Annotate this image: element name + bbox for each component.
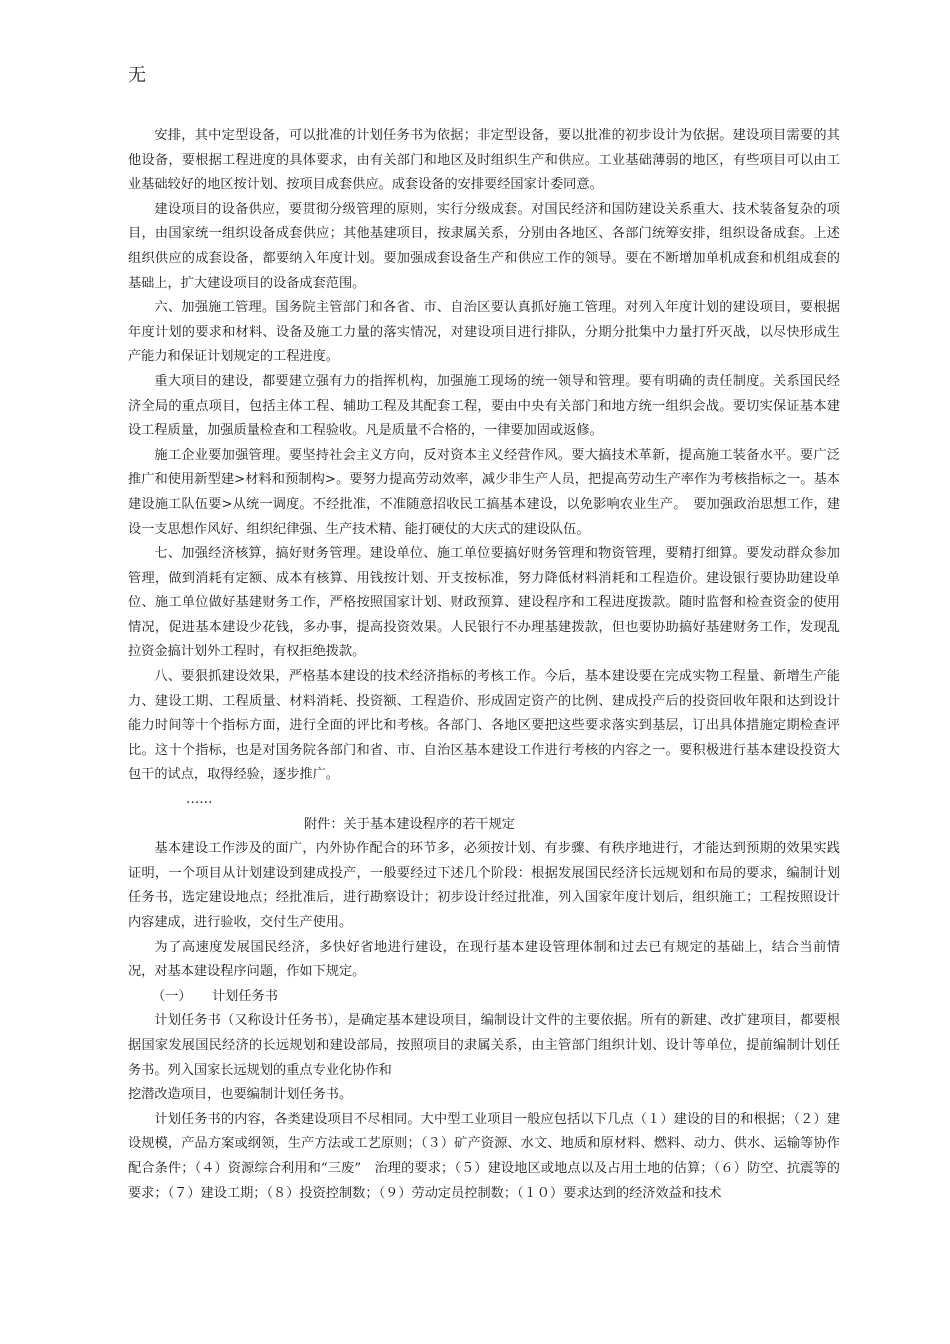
attachment-title: 附件：关于基本建设程序的若干规定 — [304, 816, 515, 832]
paragraph: 重大项目的建设，都要建立强有力的指挥机构，加强施工现场的统一领导和管理。要有明确的责任制度。关系国民经济全局的重点项目，包括主体工程、辅助工程及其配套工程，要由中央有关部门和地方统一组织会战。要切实保证基本建设工程质量，加强质量检查和工程验收。凡是质量不合格的，一律要加固或返修。 — [128, 373, 840, 439]
paragraph: 六、加强施工管理。国务院主管部门和各省、市、自治区要认真抓好施工管理。对列入年度计划的建设项目，要根据年度计划的要求和材料、设备及施工力量的落实情况，对建设项目进行排队，分期分批集中力量打歼灭战，以尽快形成生产能力和保证计划规定的工程进度。 — [128, 300, 840, 365]
section-paragraph: 计划任务书（又称设计任务书），是确定基本建设项目，编制设计文件的主要依据。所有的新建、改扩建项目，都要根据国家发展国民经济的长远规划和建设部局，按照项目的隶属关系，由主管部门组织计划、设计等单位，提前编制计划任务书。列入国家长远规划的重点专业化协作和 — [128, 1013, 840, 1078]
section-number: （一） — [152, 988, 192, 1004]
paragraph: 施工企业要加强管理。要坚持社会主义方向，反对资本主义经营作风。要大搞技术革新，提高施工装备水平。要广泛推广和使用新型建>材料和预制构>。要努力提高劳动效率，减少非生产人员，把提高劳动生产率作为考核指标之一。基本建设施工队伍要>从统一调度。不经批准，不准随意招收民工搞基本建设，以免影响农业生产。 要加强政治思想工作，建设一支思想作风好、组织纪律强、生产技术精、能打硬仗的大庆式的建设队伍。 — [128, 447, 840, 537]
paragraph: 建设项目的设备供应，要贯彻分级管理的原则，实行分级成套。对国民经济和国防建设关系重大、技术装备复杂的项目，由国家统一组织设备成套供应；其他基建项目，按隶属关系，分别由各地区、各部门统筹安排，组织设备成套。上述组织供应的成套设备，都要纳入年度计划。要加强成套设备生产和供应工作的领导。要在不断增加单机成套和机组成套的基础上，扩大建设项目的设备成套范围。 — [128, 201, 840, 291]
ellipsis: …… — [186, 792, 213, 808]
paragraph: 八、要狠抓建设效果，严格基本建设的技术经济指标的考核工作。今后，基本建设要在完成实物工程量、新增生产能力、建设工期、工程质量、材料消耗、投资额、工程造价、形成固定资产的比例、建成投产后的投资回收年限和达到设计能力时间等十个指标方面，进行全面的评比和考核。各部门、各地区要把这些要求落实到基层，订出具体措施定期检查评比。这十个指标，也是对国务院各部门和省、市、自治区基本建设工作进行考核的内容之一。要积极进行基本建设投资大包干的试点，取得经验，逐步推广。 — [128, 669, 840, 783]
section-title: 计划任务书 — [212, 988, 278, 1004]
paragraph: 七、加强经济核算，搞好财务管理。建设单位、施工单位要搞好财务管理和物资管理，要精打细算。要发动群众参加管理，做到消耗有定额、成本有核算、用钱按计划、开支按标准，努力降低材料消耗和工程造价。建设银行要协助建设单位、施工单位做好基建财务工作，严格按照国家计划、财政预算、建设程序和工程进度拨款。随时监督和检查资金的使用情况，促进基本建设少花钱，多办事，提高投资效果。人民银行不办理基建拨款，但也要协助搞好基建财务工作，发现乱拉资金搞计划外工程时，有权拒绝拨款。 — [128, 546, 840, 660]
attachment-paragraph: 基本建设工作涉及的面广，内外协作配合的环节多，必须按计划、有步骤、有秩序地进行，才能达到预期的效果实践证明，一个项目从计划建设到建成投产，一般要经过下述几个阶段：根据发展国民经济长远规划和布局的要求，编制计划任务书，选定建设地点；经批准后，进行勘察设计；初步设计经过批准，列入国家年度计划后，组织施工；工程按照设计内容建成，进行验收，交付生产使用。 — [128, 841, 840, 930]
section-heading — [128, 985, 840, 1010]
document-body — [128, 124, 840, 1206]
paragraph: 安排，其中定型设备，可以批准的计划任务书为依据；非定型设备，要以批准的初步设计为依据。建设项目需要的其他设备，要根据工程进度的具体要求，由有关部门和地区及时组织生产和供应。工业基础薄弱的地区，有些项目可以由工业基础较好的地区按计划、按项目成套供应。成套设备的安排要经国家计委同意。 — [128, 128, 840, 193]
section-paragraph: 计划任务书的内容，各类建设项目不尽相同。大中型工业项目一般应包括以下几点（１）建设的目的和根据；（２）建设规模，产品方案或纲领，生产方法或工艺原则；（３）矿产资源、水文、地质和原材料、燃料、动力、供水、运输等协作配合条件；（４）资源综合利用和“三废” 治理的要求；（５）建设地区或地点以及占用土地的估算；（６）防空、抗震等的要求；（７）建设工期；（８）投资控制数；（９）劳动定员控制数；（１０）要求达到的经济效益和技术 — [128, 1111, 840, 1201]
page-header: 无 — [128, 65, 146, 86]
attachment-paragraph: 为了高速度发展国民经济，多快好省地进行建设，在现行基本建设管理体制和过去已有规定的基础上，结合当前情况，对基本建设程序问题，作如下规定。 — [128, 939, 840, 980]
section-paragraph-continued: 挖潜改造项目，也要编制计划任务书。 — [128, 1087, 353, 1103]
